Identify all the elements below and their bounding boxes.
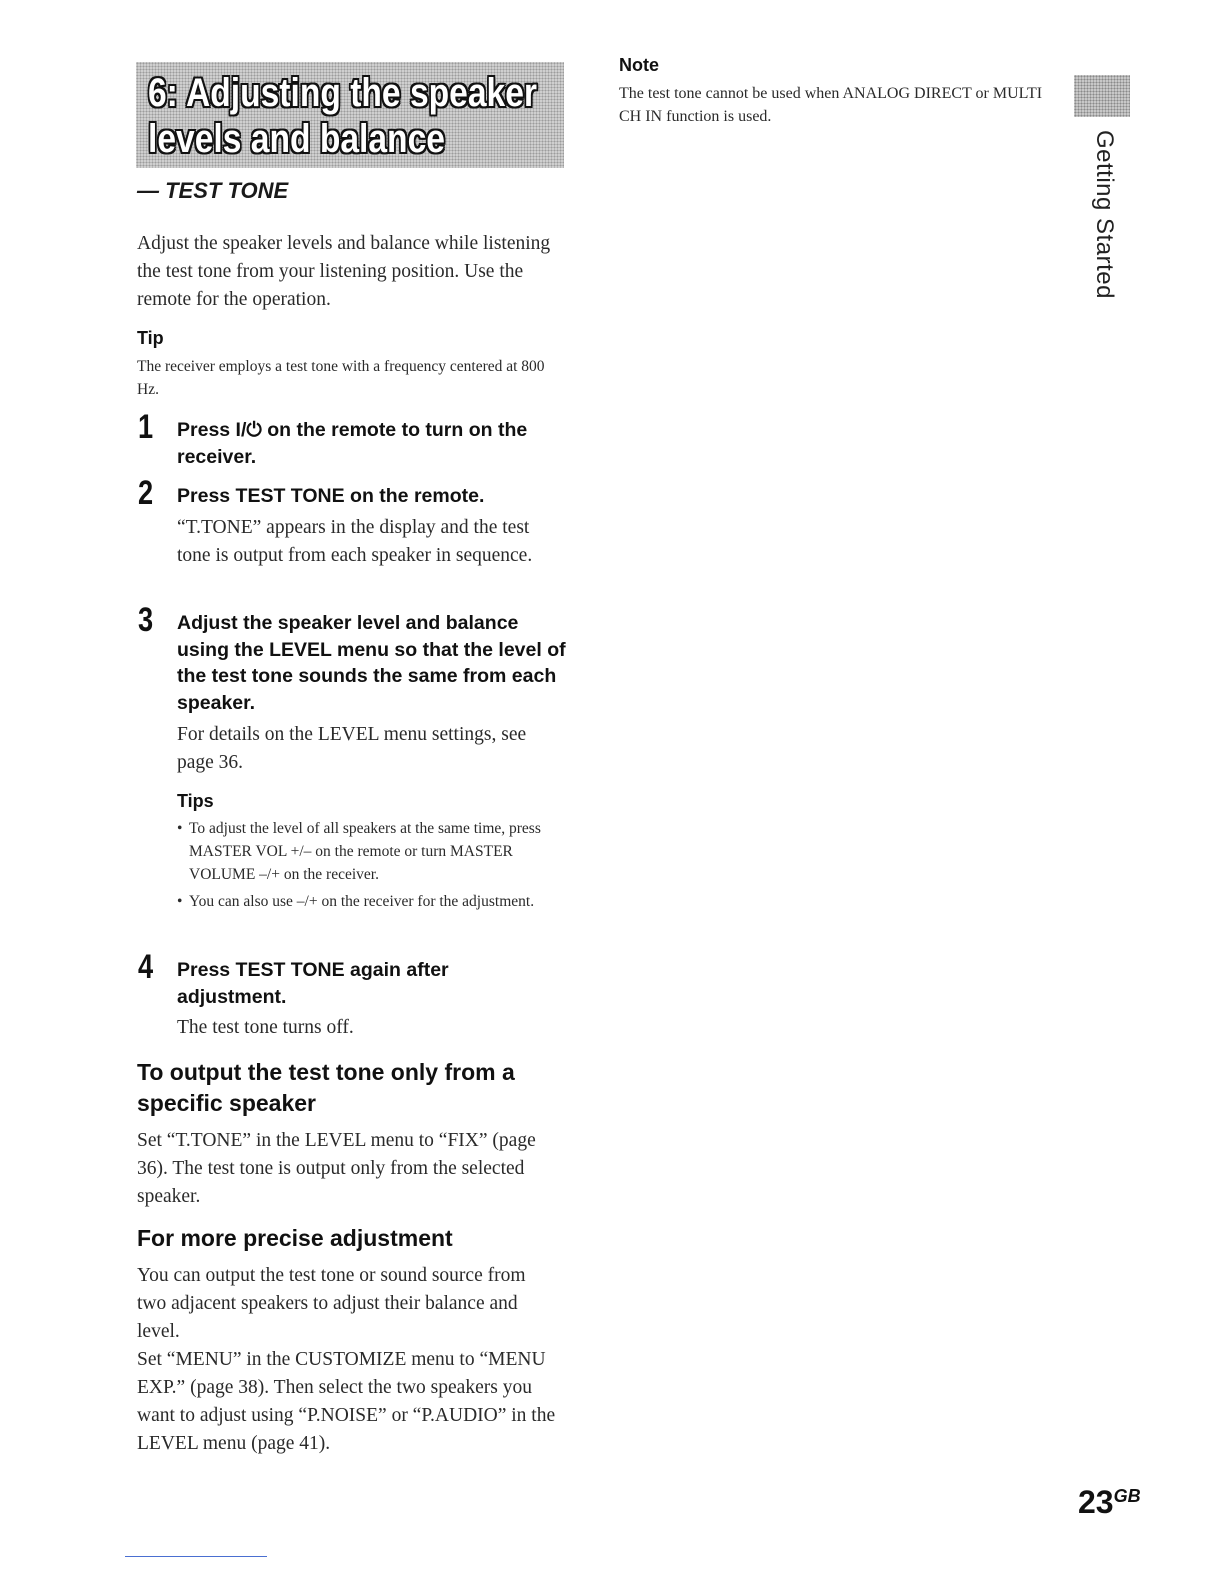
page-title-line-2: levels and balance bbox=[148, 117, 445, 161]
step-2-heading: Press TEST TONE on the remote. bbox=[177, 485, 485, 507]
subtitle: — TEST TONE bbox=[137, 178, 289, 203]
section-precise-body-1: You can output the test tone or sound source from two adjacent speakers to adjust their balance and level. bbox=[137, 1265, 526, 1342]
page-number-value: 23 bbox=[1078, 1484, 1114, 1520]
step-2-body: “T.TONE” appears in the display and the test tone is output from each speaker in sequence. bbox=[177, 517, 533, 566]
page-number bbox=[1078, 1484, 1141, 1521]
step-1-number: 1 bbox=[138, 408, 154, 446]
section-precise-body-2: Set “MENU” in the CUSTOMIZE menu to “MENU EXP.” (page 38). Then select the two speakers you want to adjust using “P.NOISE” or “P.AUDIO” in the LEVEL menu (page 41). bbox=[137, 1349, 556, 1454]
tip-text: The receiver employs a test tone with a frequency centered at 800 Hz. bbox=[137, 358, 545, 398]
page-number-suffix: GB bbox=[1113, 1486, 1141, 1506]
step-4-number: 4 bbox=[138, 948, 154, 986]
step-3-body: For details on the LEVEL menu settings, see page 36. bbox=[177, 724, 527, 773]
step-3-heading: Adjust the speaker level and balance using the LEVEL menu so that the level of the test tone sounds the same from each speaker. bbox=[177, 612, 566, 714]
note-text: The test tone cannot be used when ANALOG DIRECT or MULTI CH IN function is used. bbox=[619, 85, 1043, 125]
section-heading-precise-adjustment: For more precise adjustment bbox=[137, 1225, 453, 1251]
step-2-number: 2 bbox=[138, 474, 154, 512]
note-label: Note bbox=[619, 55, 659, 75]
section-tab-marker bbox=[1074, 75, 1130, 117]
section-heading-specific-speaker: To output the test tone only from a specific speaker bbox=[137, 1059, 515, 1116]
section-specific-body: Set “T.TONE” in the LEVEL menu to “FIX” (page 36). The test tone is output only from the selected speaker. bbox=[137, 1130, 536, 1207]
step-3-number: 3 bbox=[138, 601, 154, 639]
page-title bbox=[148, 70, 537, 162]
step-1-heading: Press I/⏻ on the remote to turn on the receiver. bbox=[177, 419, 528, 468]
step-4-heading: Press TEST TONE again after adjustment. bbox=[177, 959, 449, 1008]
title-banner bbox=[136, 62, 564, 168]
footer-rule bbox=[125, 1556, 267, 1557]
step-4-body: The test tone turns off. bbox=[177, 1017, 354, 1038]
tips-list bbox=[177, 817, 562, 913]
tips-item: • You can also use –/+ on the receiver for the adjustment. bbox=[177, 890, 562, 913]
intro-paragraph: Adjust the speaker levels and balance while listening the test tone from your listening position. Use the remote for the operation. bbox=[137, 233, 551, 310]
section-side-label: Getting Started bbox=[1091, 130, 1118, 299]
tips-label: Tips bbox=[177, 791, 214, 811]
page-title-line-1: 6: Adjusting the speaker bbox=[148, 71, 537, 115]
tip-label: Tip bbox=[137, 328, 164, 348]
tips-item: • To adjust the level of all speakers at the same time, press MASTER VOL +/– on the remote or turn MASTER VOLUME –/+ on the receiver. bbox=[177, 817, 562, 886]
